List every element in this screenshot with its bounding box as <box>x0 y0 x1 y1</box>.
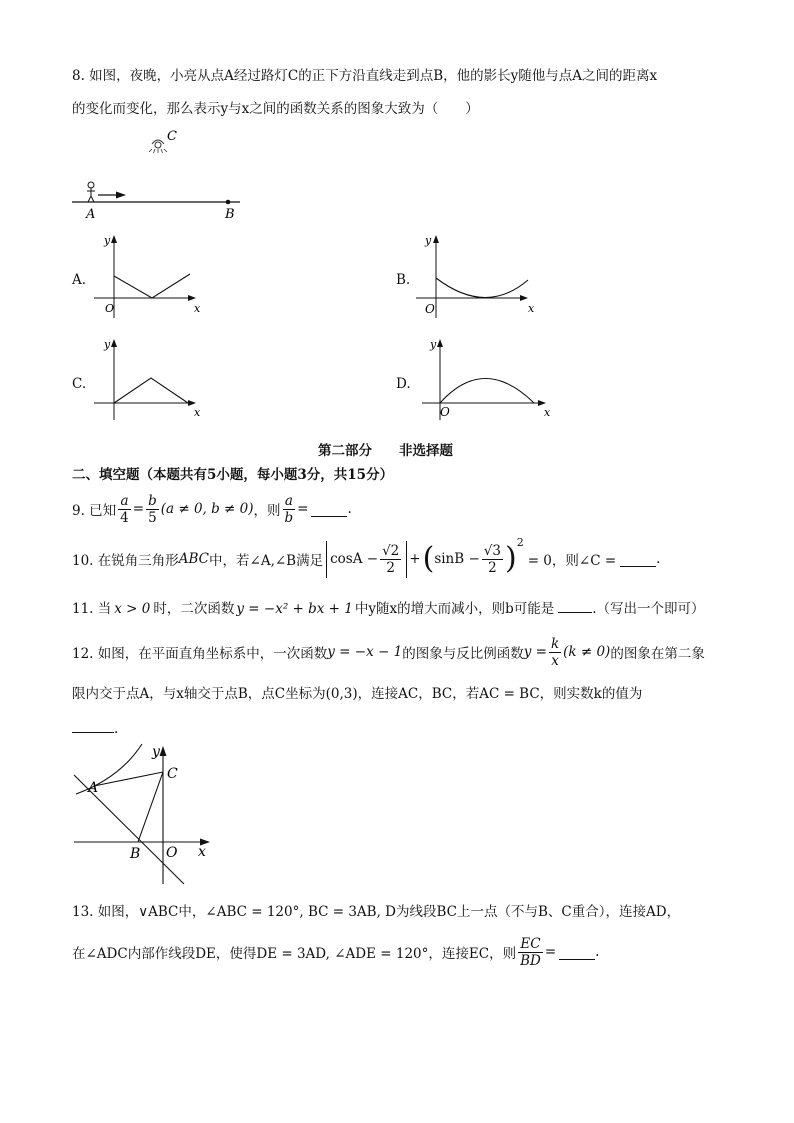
question-13-line1: 13. 如图，∨ABC中，∠ABC = 120°, BC = 3AB, D为线段BC上一点（不与B、C重合），连接AD， <box>72 904 681 920</box>
answer-blank-13[interactable] <box>559 945 595 960</box>
walking-person-icon <box>87 182 95 202</box>
label-a: A <box>86 207 96 222</box>
option-a-graph[interactable] <box>90 232 210 324</box>
fill-blank-heading: 二、填空题（本题共有5小题，每小题3分，共15分） <box>72 467 394 483</box>
svg-text:O: O <box>105 302 115 315</box>
svg-text:B: B <box>130 846 141 862</box>
answer-blank-10[interactable] <box>620 552 656 567</box>
svg-text:O: O <box>425 302 435 316</box>
svg-text:O: O <box>440 405 450 419</box>
svg-text:x: x <box>194 406 201 419</box>
question-11: 11. 当 x > 0 时，二次函数 y = −x² + bx + 1 中y随x的增大而减小，则b可能是 .（写出一个即可） <box>72 598 705 619</box>
question-12-line2: 限内交于点A，与x轴交于点B，点C坐标为(0,3)，连接AC，BC，若AC = BC，则实数k的值为 <box>72 686 643 702</box>
svg-text:x: x <box>198 844 206 860</box>
option-c-graph[interactable] <box>90 336 210 424</box>
question-12-line1: 12. 如图，在平面直角坐标系中，一次函数 y = −x − 1 的图象与反比例函数 y = $\frac{k}{x}$ (k ≠ 0) 的图象在第二象 <box>72 635 705 669</box>
direction-arrow-icon <box>98 192 126 199</box>
question-12-line3: . <box>72 718 118 739</box>
label-b: B <box>225 207 235 222</box>
option-d-graph[interactable] <box>418 336 558 424</box>
option-b-label[interactable]: B. <box>396 272 411 288</box>
answer-blank-11[interactable] <box>558 598 592 613</box>
option-c-label[interactable]: C. <box>72 376 87 392</box>
q12-coordinate-figure <box>70 742 220 890</box>
option-d-label[interactable]: D. <box>396 376 411 392</box>
question-9: 9. 已知 $\frac{a}{4}$ = $\frac{b}{5}$ (a ≠ 0, b ≠ 0) ，则 $\frac{a}{b}$ = . <box>72 492 352 526</box>
svg-text:y: y <box>152 744 160 760</box>
question-10: 10. 在锐角三角形 ABC 中，若∠A,∠B满足 cosA − $\frac{√2}{2}$ + ( sinB − $\frac{√3}{2}$ ) $^2$ = 0，则∠C = . <box>72 536 661 576</box>
svg-text:A: A <box>88 780 99 796</box>
answer-blank-9[interactable] <box>311 502 347 517</box>
svg-text:y: y <box>104 234 111 247</box>
part-two-title: 第二部分 非选择题 <box>318 443 453 459</box>
svg-text:y: y <box>104 338 111 351</box>
label-c: C <box>167 129 177 144</box>
svg-text:x: x <box>194 302 201 315</box>
svg-text:y: y <box>430 338 437 351</box>
street-lamp-icon <box>149 140 167 153</box>
svg-text:y: y <box>425 234 432 247</box>
option-b-graph[interactable] <box>412 232 542 324</box>
q8-line1: 8. 如图，夜晚，小亮从点A经过路灯C的正下方沿直线走到点B，他的影长y随他与点A之间的距离x <box>72 68 658 84</box>
svg-text:x: x <box>528 302 535 315</box>
q8-street-figure <box>68 122 258 226</box>
svg-text:O: O <box>166 845 178 861</box>
option-a-label[interactable]: A. <box>72 272 87 288</box>
question-13-line2: 在∠ADC内部作线段DE，使得DE = 3AD, ∠ADE = 120°，连接EC，则 $\frac{EC}{BD}$ = . <box>72 935 600 969</box>
svg-text:x: x <box>544 406 551 419</box>
q8-line2: 的变化而变化，那么表示y与x之间的函数关系的图象大致为（ ） <box>72 101 479 117</box>
answer-blank-12[interactable] <box>72 718 114 733</box>
svg-text:C: C <box>167 766 178 782</box>
